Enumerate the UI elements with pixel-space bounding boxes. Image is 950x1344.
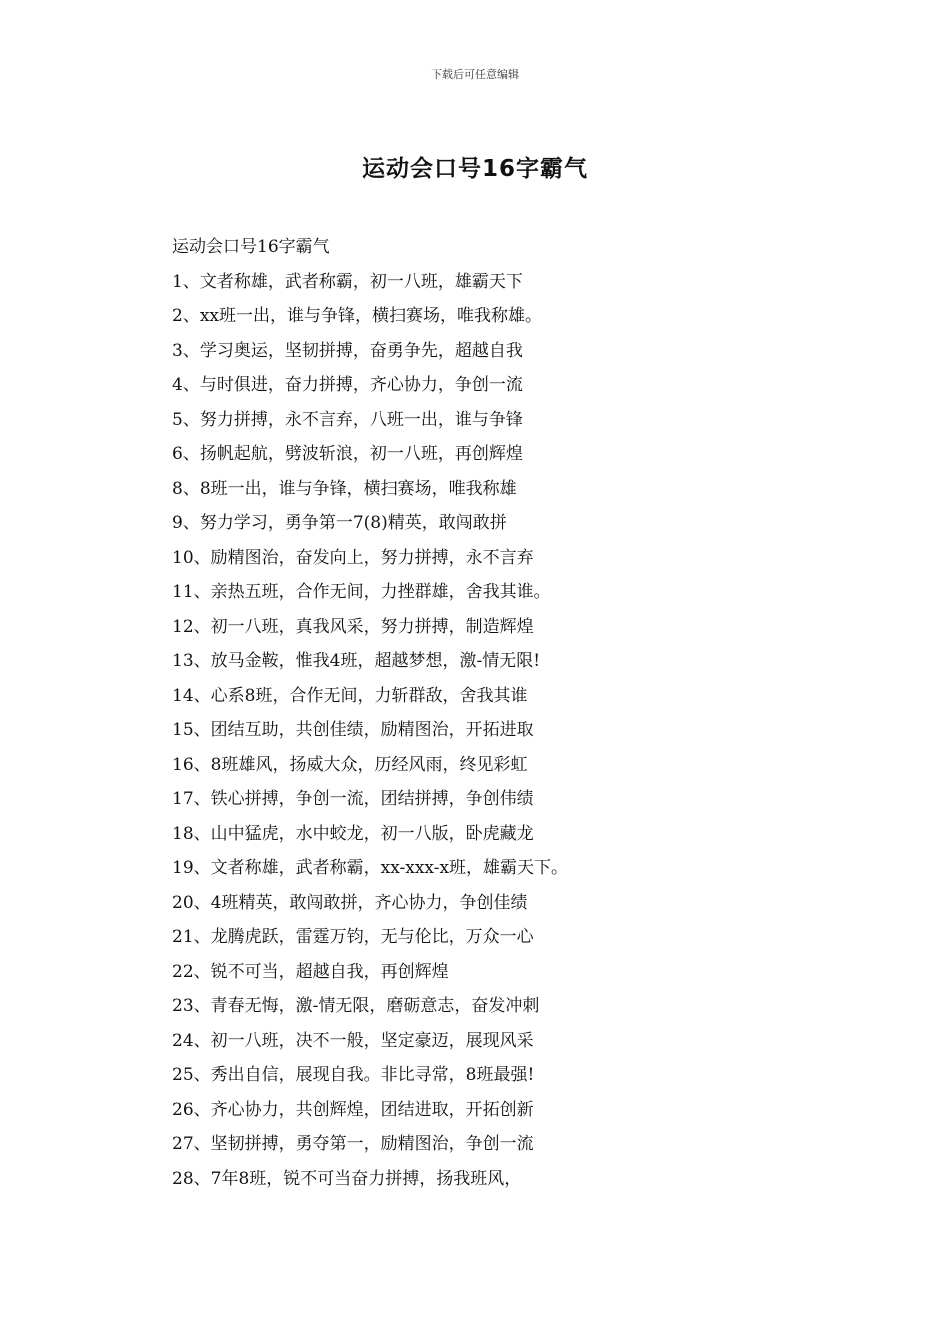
- slogan-item: 10、励精图治，奋发向上，努力拼搏，永不言弃: [172, 547, 534, 568]
- header-note: 下载后可任意编辑: [431, 68, 519, 81]
- document-body: [172, 230, 892, 1196]
- slogan-item: 25、秀出自信，展现自我。非比寻常，8班最强!: [172, 1065, 535, 1085]
- slogan-item: 12、初一八班，真我风采，努力拼搏，制造辉煌: [172, 616, 534, 637]
- slogan-item: 3、学习奥运，坚韧拼搏，奋勇争先，超越自我: [172, 340, 523, 361]
- slogan-item: 28、7年8班，锐不可当奋力拼搏，扬我班风，: [172, 1168, 522, 1189]
- slogan-item: 21、龙腾虎跃，雷霆万钧，无与伦比，万众一心: [172, 927, 534, 947]
- slogan-item: 18、山中猛虎，水中蛟龙，初一八版，卧虎藏龙: [172, 823, 534, 844]
- slogan-item: 6、扬帆起航，劈波斩浪，初一八班，再创辉煌: [172, 444, 523, 464]
- slogan-item: 27、坚韧拼搏，勇夺第一，励精图治，争创一流: [172, 1134, 534, 1154]
- slogan-item: 4、与时俱进，奋力拼搏，齐心协力，争创一流: [172, 375, 523, 395]
- slogan-item: 23、青春无悔，激-情无限，磨砺意志，奋发冲刺: [172, 996, 540, 1016]
- slogan-item: 2、xx班一出，谁与争锋，横扫赛场，唯我称雄。: [172, 306, 542, 326]
- slogan-item: 17、铁心拼搏，争创一流，团结拼搏，争创伟绩: [172, 789, 534, 809]
- slogan-item: 16、8班雄风，扬威大众，历经风雨，终见彩虹: [172, 754, 528, 775]
- slogan-item: 19、文者称雄，武者称霸，xx-xxx-x班，雄霸天下。: [172, 858, 569, 878]
- section-heading: 运动会口号16字霸气: [172, 237, 330, 257]
- slogan-item: 8、8班一出，谁与争锋，横扫赛场，唯我称雄: [172, 478, 517, 499]
- slogan-item: 22、锐不可当，超越自我，再创辉煌: [172, 961, 449, 982]
- slogan-item: 13、放马金鞍，惟我4班，超越梦想，激-情无限!: [172, 651, 541, 671]
- slogan-item: 26、齐心协力，共创辉煌，团结进取，开拓创新: [172, 1099, 534, 1120]
- document-title: 运动会口号16字霸气: [361, 156, 588, 182]
- slogan-item: 9、努力学习，勇争第一7(8)精英，敢闯敢拼: [172, 513, 507, 533]
- slogan-item: 14、心系8班，合作无间，力斩群敌，舍我其谁: [172, 685, 528, 706]
- slogan-item: 24、初一八班，决不一般，坚定豪迈，展现风采: [172, 1030, 534, 1051]
- slogan-item: 15、团结互助，共创佳绩，励精图治，开拓进取: [172, 720, 534, 740]
- slogan-item: 1、文者称雄，武者称霸，初一八班，雄霸天下: [172, 271, 523, 292]
- slogan-item: 5、努力拼搏，永不言弃，八班一出，谁与争锋: [172, 409, 523, 430]
- slogan-item: 11、亲热五班，合作无间，力挫群雄，舍我其谁。: [172, 582, 551, 602]
- slogan-item: 20、4班精英，敢闯敢拼，齐心协力，争创佳绩: [172, 892, 528, 913]
- slogan-list: [172, 265, 892, 1197]
